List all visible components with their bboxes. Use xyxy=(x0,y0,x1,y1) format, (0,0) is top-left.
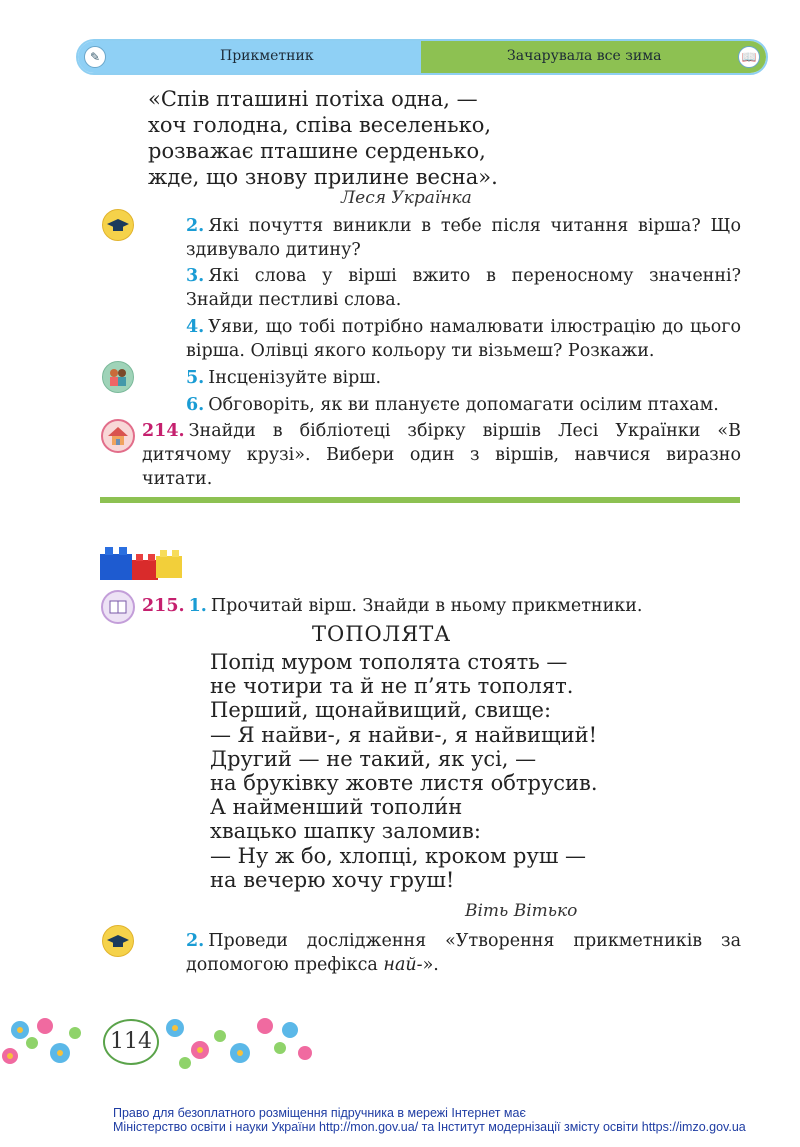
question-4 xyxy=(186,315,741,363)
poem-line: Попід муром тополята стоять — xyxy=(210,650,568,674)
poem-line: на вечерю хочу груш! xyxy=(210,867,455,892)
poem-excerpt xyxy=(148,86,498,190)
pen-icon: ✎ xyxy=(84,46,106,68)
question-number: 5. xyxy=(186,368,205,388)
question-3 xyxy=(186,264,741,312)
question-2 xyxy=(186,214,741,262)
question-number: 2. xyxy=(186,216,205,236)
lego-bricks-icon xyxy=(100,542,184,582)
exercise-number: 214. xyxy=(142,421,185,441)
question-number: 6. xyxy=(186,395,205,415)
question-text: Обговоріть, як ви плануєте допомагати осілим птахам. xyxy=(208,395,719,415)
poem-line: «Спів пташині потіха одна, — xyxy=(148,87,478,111)
section-divider xyxy=(100,497,740,503)
poem-toploiata xyxy=(210,650,598,892)
flower-border-decoration xyxy=(0,1008,320,1074)
exercise-number: 215. xyxy=(142,596,185,616)
poem-title: ТОПОЛЯТА xyxy=(312,622,452,646)
poem-author: Віть Вітько xyxy=(465,901,578,921)
poem-line: не чотири та й не п’ять тополят. xyxy=(210,674,574,699)
exercise-text: Знайди в бібліотеці збірку віршів Лесі Українки «В дитячому крузі». Вибери один з віршів, навчися виразно читати. xyxy=(142,421,741,489)
poem-author: Леся Українка xyxy=(341,188,472,208)
home-icon xyxy=(101,419,135,453)
page-header xyxy=(76,39,768,75)
poem-line: Другий — не такий, як усі, — xyxy=(210,746,537,771)
poem-line: — Ну ж бо, хлопці, кроком руш — xyxy=(210,843,587,868)
header-right-panel xyxy=(421,41,766,73)
question-text: Уяви, що тобі потрібно намалювати ілюстрацію до цього вірша. Олівці якого кольору ти візьмеш? Розкажи. xyxy=(186,317,741,361)
children-icon xyxy=(102,361,134,393)
poem-line: хвацько шапку заломив: xyxy=(210,819,481,844)
question-215-2 xyxy=(186,929,741,977)
header-left-panel xyxy=(78,41,421,73)
question-text: Які почуття виникли в тебе після читання вірша? Що здивувало дитину? xyxy=(186,216,741,260)
header-right-title: Зачарувала все зима xyxy=(507,48,662,64)
footer-line: Право для безоплатного розміщення підручника в мережі Інтернет має xyxy=(113,1106,526,1120)
poem-line: Перший, щонайвищий, свище: xyxy=(210,698,552,723)
prefix-italic: най- xyxy=(383,955,423,975)
footer-line: Міністерство освіти і науки України http://mon.gov.ua/ та Інститут модернізації змісту освіти https://imzo.gov.ua xyxy=(113,1120,746,1134)
exercise-215 xyxy=(142,594,741,618)
question-number: 3. xyxy=(186,266,205,286)
exercise-text: Прочитай вірш. Знайди в ньому прикметники. xyxy=(210,596,643,616)
graduation-cap-icon xyxy=(102,209,134,241)
question-number: 4. xyxy=(186,317,205,337)
question-5 xyxy=(186,366,741,390)
question-text: Інсценізуйте вірш. xyxy=(208,368,382,388)
question-number: 2. xyxy=(186,931,205,951)
exercise-sub-number: 1. xyxy=(188,596,207,616)
question-text: Проведи дослідження «Утворення прикметників за допомогою префікса xyxy=(186,931,741,975)
question-text-end: ». xyxy=(422,955,439,975)
graduation-cap-icon xyxy=(102,925,134,957)
poem-line: жде, що знову прилине весна». xyxy=(148,165,498,189)
poem-line: — Я найви-, я найви-, я найвищий! xyxy=(210,722,598,747)
exercise-214 xyxy=(142,419,741,491)
footer-notice xyxy=(113,1106,746,1134)
poem-line: хоч голодна, співа веселенько, xyxy=(148,113,492,137)
page-number: 114 xyxy=(103,1019,159,1065)
reading-book-icon xyxy=(101,590,135,624)
poem-line: на бруківку жовте листя обтрусив. xyxy=(210,771,598,796)
question-text: Які слова у вірші вжито в переносному значенні? Знайди пестливі слова. xyxy=(186,266,741,310)
poem-line: А найменший тополи́н xyxy=(210,795,463,820)
poem-line: розважає пташине серденько, xyxy=(148,139,486,163)
header-left-title: Прикметник xyxy=(220,48,314,64)
open-book-icon: 📖 xyxy=(738,46,760,68)
question-6 xyxy=(186,393,741,417)
